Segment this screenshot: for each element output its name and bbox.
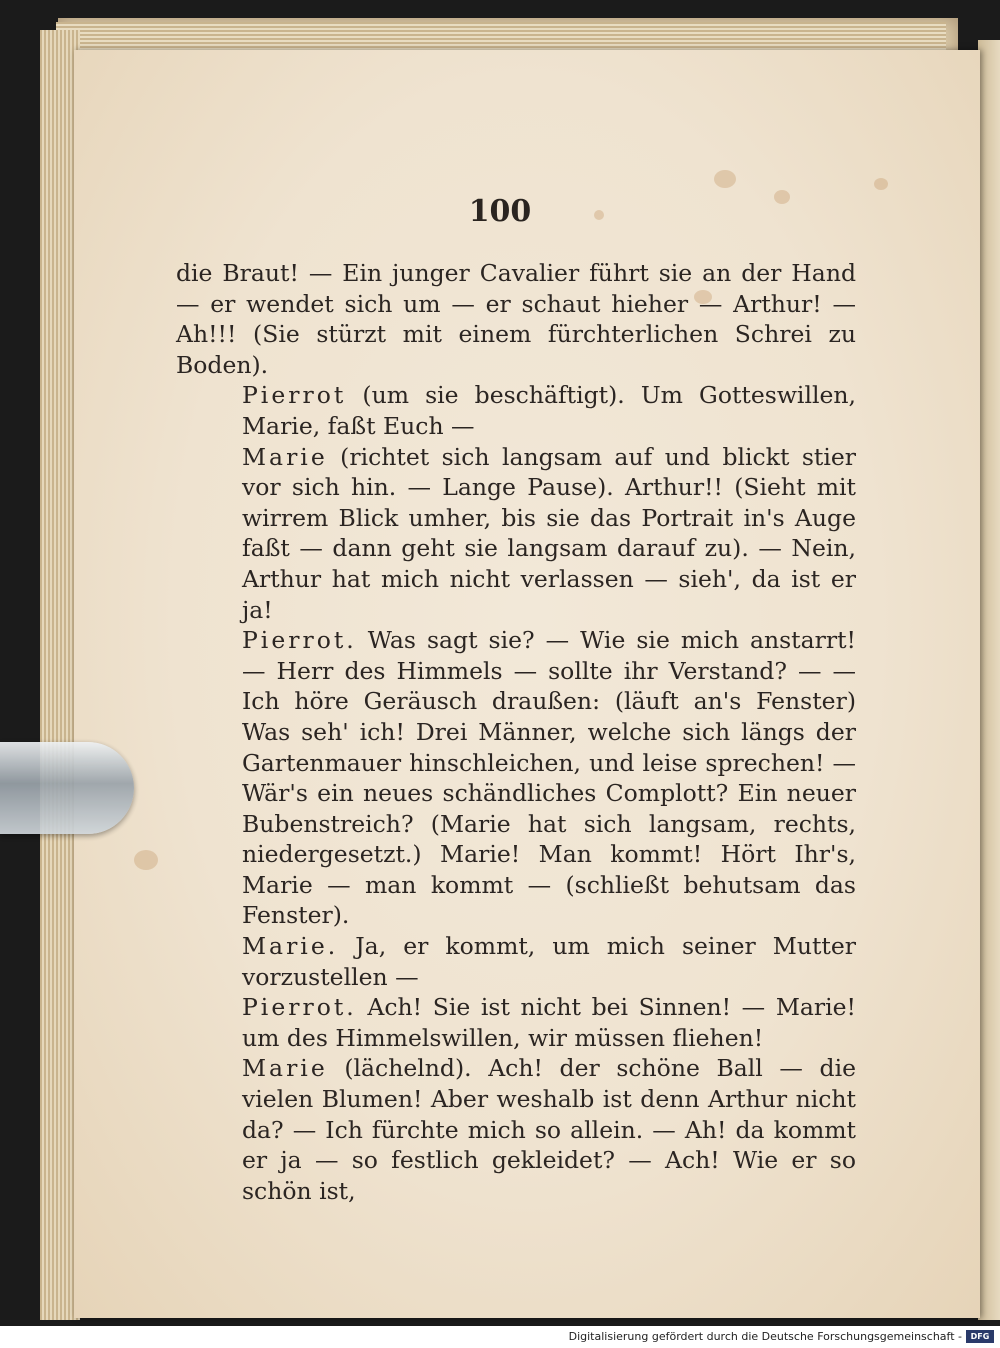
speaker-name: Marie. bbox=[242, 932, 339, 961]
paragraph-text: (richtet sich langsam auf und blickt stier vor sich hin. — Lange Pause). Arthur!! (Sieht mit wirrem Blick umher, bis sie das Portrait in's Auge faßt — dann geht sie langsam darauf zu). — Nein, Arthur hat mich nicht verlassen — sieh', da ist er ja! bbox=[242, 442, 856, 624]
dfg-logo-icon: DFG bbox=[966, 1330, 994, 1343]
page-edges-top bbox=[56, 22, 946, 52]
paragraph bbox=[176, 992, 856, 1053]
speaker-name: Pierrot. bbox=[242, 993, 357, 1022]
page-clip bbox=[0, 742, 134, 834]
footer-credit: Digitalisierung gefördert durch die Deutsche Forschungsgemeinschaft - bbox=[568, 1330, 962, 1343]
paragraph-text: Ja, er kommt, um mich seiner Mutter vorzustellen — bbox=[242, 932, 856, 991]
paragraph-text: (lächelnd). Ach! der schöne Ball — die vielen Blumen! Aber weshalb ist denn Arthur nicht da? — Ich fürchte mich so allein. — Ah! da kommt er ja — so festlich gekleidet? — Ach! Wie er so schön ist, bbox=[242, 1054, 856, 1205]
foxing-spot bbox=[874, 178, 888, 190]
paragraph bbox=[176, 442, 856, 626]
page-text bbox=[176, 258, 856, 1206]
paragraph-text: (um sie beschäftigt). Um Gotteswillen, Marie, faßt Euch — bbox=[242, 381, 856, 440]
paragraph bbox=[176, 380, 856, 441]
next-page-edge bbox=[978, 40, 1000, 1320]
paragraph bbox=[176, 931, 856, 992]
footer-bar bbox=[0, 1326, 1000, 1348]
paragraph-text: Ach! Sie ist nicht bei Sinnen! — Marie! um des Himmelswillen, wir müssen fliehen! bbox=[242, 993, 856, 1052]
paragraph-text: die Braut! — Ein junger Cavalier führt sie an der Hand — er wendet sich um — er schaut hieher — Arthur! — Ah!!! (Sie stürzt mit einem fürchterlichen Schrei zu Boden). bbox=[176, 259, 856, 379]
page-number: 100 bbox=[468, 194, 532, 229]
paragraph bbox=[176, 1053, 856, 1206]
paragraph-text: Was sagt sie? — Wie sie mich anstarrt! — Herr des Himmels — sollte ihr Verstand? — — Ich höre Geräusch draußen: (läuft an's Fenster) Was seh' ich! Drei Männer, welche sich längs der Gartenmauer hinschleichen, und leise sprechen! — Wär's ein neues schändliches Complott? Ein neuer Bubenstreich? (Marie hat sich langsam, rechts, niedergesetzt.) Marie! Man kommt! Hört Ihr's, Marie — man kommt — (schließt behutsam das Fenster). bbox=[242, 626, 856, 930]
speaker-name: Marie bbox=[242, 442, 328, 471]
speaker-name: Marie bbox=[242, 1054, 328, 1083]
paragraph bbox=[176, 258, 856, 380]
speaker-name: Pierrot. bbox=[242, 626, 357, 655]
paragraph bbox=[176, 625, 856, 931]
foxing-spot bbox=[134, 850, 158, 870]
foxing-spot bbox=[714, 170, 736, 188]
speaker-name: Pierrot bbox=[242, 381, 347, 410]
